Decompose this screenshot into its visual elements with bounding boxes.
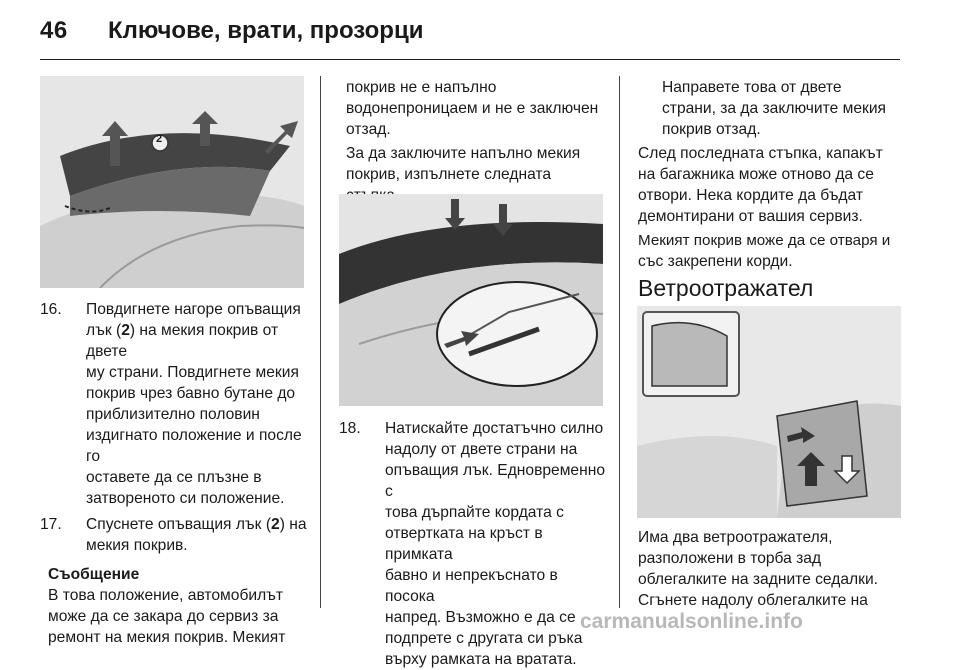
illustration-wind-deflector (637, 306, 901, 518)
page-number: 46 (40, 17, 68, 44)
illustration-tension-bow (339, 194, 603, 406)
step-18: 18. Натискайте достатъчно силно надолу от двете страни на опъващия лък. Едновременно с това дърпайте кордата с отвертката на кръст в примката бавно и непрекъснато в посока напред. Възможно е да се подпрете с другата си ръка върху рамката на вратата. (339, 420, 605, 668)
figure-callout-2: 2 (156, 133, 163, 145)
column-divider-1 (320, 76, 321, 608)
right-column-text-top: Направете това от двете страни, за да заключите мекия покрив отзад. След последната стъпка, капакът на багажника може отново да се отвори. Нека кордите да бъдат демонтирани от вашия сервиз. Мекият покрив може да се отваря и със закрепени корди. (638, 79, 891, 270)
left-column-text (40, 299, 312, 648)
watermark: carmanualsonline.info (580, 610, 803, 633)
middle-column-text-top: покрив не е напълно водонепроницаем и не е заключен отзад. За да заключите напълно мекия покрив, изпълнете следната (346, 79, 599, 183)
step-16: 16. Повдигнете нагоре опъващия лък (2) на мекия покрив от двете му страни. Повдигнете мекия покрив чрез бавно бутане до приблизително половин издигнато положение и после го оставете да се плъзне в затвореното си положение. (40, 301, 302, 507)
header-rule (40, 59, 900, 60)
column-divider-2 (619, 76, 620, 608)
illustration-soft-top-lift (40, 76, 304, 288)
step-17: 17. Спуснете опъващия лък (2) на мекия покрив. (40, 516, 307, 554)
note-block: Съобщение В това положение, автомобилът може да се закара до сервиз за ремонт на мекия покрив. Мекият (40, 564, 312, 648)
section-title: Ветроотражател (638, 275, 814, 301)
page-title: Ключове, врати, прозорци (108, 17, 424, 44)
note-heading: Съобщение (48, 566, 140, 583)
right-column-text-bottom: Има два ветроотражателя, разположени в торба зад облегалките на задните седалки. Сгънете надолу облегалките на (638, 529, 878, 609)
